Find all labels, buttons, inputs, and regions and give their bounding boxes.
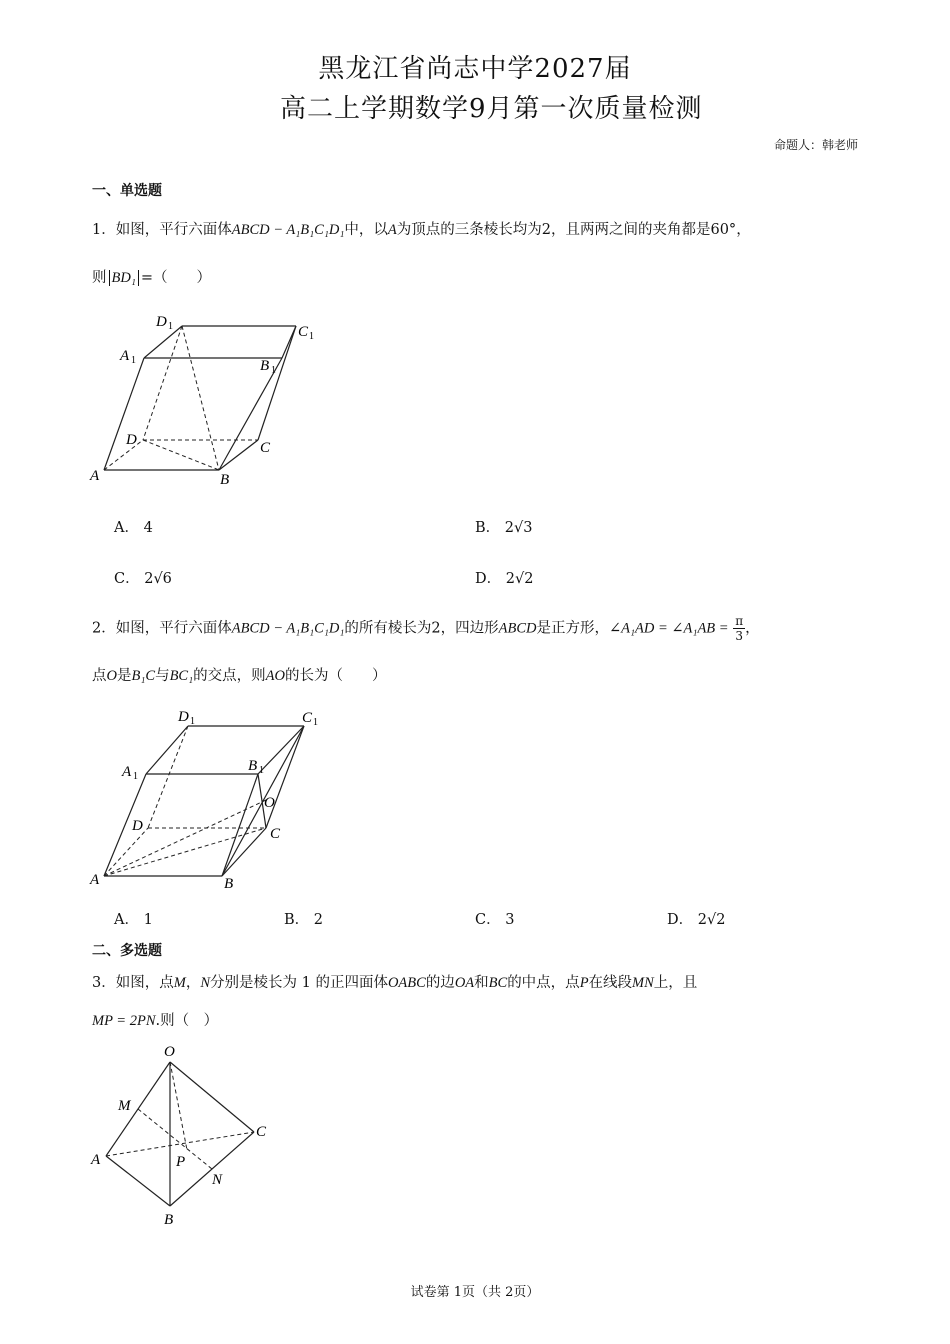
math-value: 2: [431, 620, 441, 637]
math-expression: AO: [265, 668, 285, 684]
question-text: 的长为（ ）: [284, 668, 387, 684]
label-C: C: [260, 440, 271, 456]
option-label: D．: [475, 571, 502, 587]
math-expression: BC: [488, 975, 508, 991]
question-text: 的交点，则: [193, 668, 266, 684]
math-expression: ∠A₁AD = ∠A₁AB =: [608, 620, 729, 637]
question-text: 如图，平行六面体: [115, 222, 232, 238]
label-A1: A: [122, 764, 132, 780]
section-multiple-choice: 二、多选题: [92, 943, 162, 959]
label-B1: B: [248, 758, 258, 774]
label-O: O: [164, 1044, 175, 1060]
option-label: C．: [475, 912, 501, 928]
option-label: A．: [114, 520, 139, 536]
q2-option-d[interactable]: [667, 908, 725, 929]
label-C1: C: [298, 324, 309, 340]
label-subscript: 1: [168, 321, 173, 332]
label-C: C: [256, 1124, 267, 1140]
question-number: 3．: [92, 975, 116, 991]
question-text: 中，以: [344, 222, 388, 238]
question-text: ，四边形: [440, 620, 499, 637]
question-text: 是: [116, 668, 132, 684]
option-label: B．: [475, 520, 501, 536]
label-B: B: [224, 876, 234, 892]
q2-option-c[interactable]: [475, 908, 514, 929]
question-text: 是正方形，: [536, 620, 609, 637]
label-subscript: 1: [131, 355, 136, 366]
label-B1: B: [260, 358, 270, 374]
label-P: P: [176, 1154, 186, 1170]
label-subscript: 1: [133, 771, 138, 782]
label-subscript: 1: [271, 365, 276, 376]
question-text: 与: [155, 668, 170, 684]
page-footer: 试卷第 1页（共 2页）: [410, 1285, 540, 1300]
label-N: N: [212, 1172, 223, 1188]
q1-option-d[interactable]: [475, 567, 533, 588]
question-number: 2．: [92, 620, 116, 637]
label-subscript: 1: [259, 765, 264, 776]
question-text: 如图，点: [115, 975, 174, 991]
option-value: 4: [143, 520, 153, 536]
label-subscript: 1: [309, 331, 314, 342]
math-expression: ABCD − A₁B₁C₁D₁: [231, 222, 345, 238]
math-point: N: [200, 975, 210, 991]
fraction-denominator: 3: [735, 629, 743, 643]
exam-title: 黑龙江省尚志中学2027届: [318, 54, 632, 84]
math-point: O: [106, 668, 117, 684]
math-expression: B₁C: [131, 668, 156, 684]
label-M: M: [118, 1098, 131, 1114]
label-D1: D: [178, 709, 189, 725]
figure-1-parallelepiped: [88, 310, 328, 490]
question-text: 为顶点的三条棱长均为: [396, 222, 542, 238]
option-value: 2: [313, 912, 323, 928]
question-text: 的边: [425, 975, 455, 991]
label-D: D: [126, 432, 137, 448]
label-D1: D: [156, 314, 167, 330]
option-label: A．: [114, 912, 139, 928]
label-A1: A: [120, 348, 130, 364]
option-label: B．: [284, 912, 310, 928]
label-subscript: 1: [313, 717, 318, 728]
question-1-line-1: [92, 218, 751, 239]
question-text: 上，且: [653, 975, 698, 991]
question-text: 的中点，点: [507, 975, 580, 991]
question-text: ，: [745, 620, 760, 637]
math-expression: MN: [632, 975, 654, 991]
label-A: A: [90, 872, 100, 888]
label-O: O: [264, 795, 275, 811]
question-text: 在线段: [588, 975, 633, 991]
label-A: A: [90, 468, 100, 484]
math-expression: ABCD: [498, 620, 537, 637]
figure-2-parallelepiped: [90, 704, 330, 894]
question-text: 如图，平行六面体: [115, 620, 232, 637]
face-front: [104, 358, 282, 470]
q1-option-a[interactable]: [114, 516, 153, 537]
q1-option-c[interactable]: [114, 567, 172, 588]
math-point: M: [173, 975, 186, 991]
exam-author: 命题人：韩老师: [773, 138, 858, 152]
question-text: =（ ）: [140, 270, 212, 286]
option-label: D．: [667, 912, 694, 928]
option-value: 2√6: [144, 571, 172, 587]
math-point: P: [579, 975, 589, 991]
label-D: D: [132, 818, 143, 834]
figure-3-tetrahedron: [88, 1040, 288, 1230]
label-B: B: [220, 472, 230, 488]
label-C: C: [270, 826, 281, 842]
math-expression: OABC: [387, 975, 426, 991]
math-expression: OA: [454, 975, 475, 991]
question-number: 1．: [92, 222, 116, 238]
fraction-pi-over-3: [733, 614, 745, 643]
option-value: 2√2: [505, 571, 534, 587]
math-vector: BD₁: [111, 270, 136, 286]
label-A: A: [91, 1152, 101, 1168]
option-value: 3: [505, 912, 515, 928]
question-3-line-2: [92, 1009, 218, 1030]
math-value: 60°: [710, 222, 737, 238]
math-expression: MP = 2PN: [92, 1013, 156, 1029]
math-expression: BC₁: [169, 668, 194, 684]
q2-option-b[interactable]: [284, 908, 323, 929]
label-subscript: 1: [190, 716, 195, 727]
q2-option-a[interactable]: [114, 908, 153, 929]
question-text: 和: [474, 975, 489, 991]
exam-subtitle: 高二上学期数学9月第一次质量检测: [280, 94, 703, 124]
question-text: 的所有棱长为: [344, 620, 432, 637]
question-1-line-2: [92, 266, 211, 287]
question-3-line-1: [92, 971, 697, 992]
option-value: 1: [143, 912, 153, 928]
question-2-line-2: [92, 664, 386, 685]
option-label: C．: [114, 571, 140, 587]
section-single-choice: 一、单选题: [92, 183, 162, 199]
math-point: A: [387, 222, 397, 238]
question-text: ，: [185, 975, 201, 991]
question-text: 分别是棱长为 1 的正四面体: [210, 975, 388, 991]
question-text: ，且两两之间的夹角都是: [550, 222, 711, 238]
label-C1: C: [302, 710, 313, 726]
question-2-line-1: [92, 614, 760, 643]
question-text: .则（ ）: [155, 1013, 219, 1029]
math-expression: ABCD − A₁B₁C₁D₁: [231, 620, 345, 637]
option-value: 2√3: [504, 520, 533, 536]
option-value: 2√2: [697, 912, 726, 928]
q1-option-b[interactable]: [475, 516, 532, 537]
question-text: 则: [92, 270, 107, 286]
fraction-numerator: π: [735, 614, 744, 628]
question-text: ，: [736, 222, 751, 238]
math-value: 2: [541, 222, 551, 238]
question-text: 点: [92, 668, 107, 684]
label-B: B: [164, 1212, 174, 1228]
